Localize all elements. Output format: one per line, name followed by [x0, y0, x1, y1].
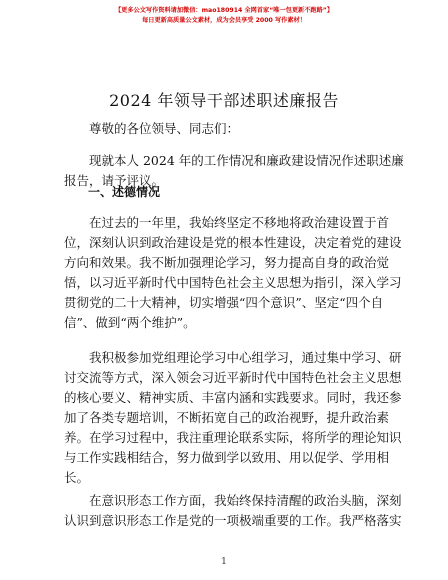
- section-heading: 一、述德情况: [88, 185, 161, 199]
- paragraph-line: 加了各类专题培训，不断拓宽自己的政治视野，提升政治素: [64, 410, 390, 425]
- promo-banner-line-1: 【更多公文写作资料请加微信：mao180914 全网首家“唯一包更新不跑路”】: [114, 7, 334, 14]
- paragraph-line: 悟，以习近平新时代中国特色社会主义思想为指引，深入学习: [64, 275, 402, 290]
- page-number: 1: [221, 557, 227, 567]
- paragraph-line: 与工作实践相结合，努力做到学以致用、用以促学、学用相: [64, 450, 390, 465]
- salutation: [64, 119, 391, 139]
- salutation-text: 尊敬的各位领导、同志们：: [89, 121, 240, 136]
- intro-line: 现就本人 2024 年的工作情况和廉政建设情况作述职述廉: [89, 153, 404, 168]
- paragraph-theory-study: [64, 348, 402, 488]
- paragraph-line: 在过去的一年里，我始终坚定不移地将政治建设置于首: [89, 215, 390, 230]
- paragraph-line: 信”、做到“两个维护”。: [64, 315, 196, 330]
- paragraph-line: 在意识形态工作方面，我始终保持清醒的政治头脑，深刻: [89, 493, 402, 508]
- intro-line: 报告，请予评议。: [64, 173, 165, 188]
- paragraph-ideology-work: [64, 491, 402, 531]
- paragraph-line: 长。: [64, 470, 90, 485]
- paragraph-line: 养。在学习过程中，我注重理论联系实际，将所学的理论知识: [64, 430, 402, 445]
- promo-banner-line-2: 每日更新高质量公文素材，成为会员享受 2000 写作素材！: [142, 17, 306, 24]
- paragraph-line: 讨交流等方式，深入领会习近平新时代中国特色社会主义思想: [64, 370, 402, 385]
- paragraph-line: 贯彻党的二十大精神，切实增强“四个意识”、坚定“四个自: [64, 295, 384, 310]
- paragraph-line: 认识到意识形态工作是党的一项极端重要的工作。我严格落实: [64, 513, 402, 528]
- document-title: 2024 年领导干部述职述廉报告: [109, 91, 339, 110]
- paragraph-line: 方向和效果。我不断加强理论学习，努力提高自身的政治觉: [64, 255, 390, 270]
- paragraph-line: 的核心要义、精神实质、丰富内涵和实践要求。同时，我还参: [64, 390, 402, 405]
- paragraph-political-building: [64, 213, 402, 333]
- promo-banner: [0, 6, 448, 26]
- paragraph-line: 位，深刻认识到政治建设是党的根本性建设，决定着党的建设: [64, 235, 402, 250]
- paragraph-line: 我积极参加党组理论学习中心组学习，通过集中学习、研: [89, 350, 402, 365]
